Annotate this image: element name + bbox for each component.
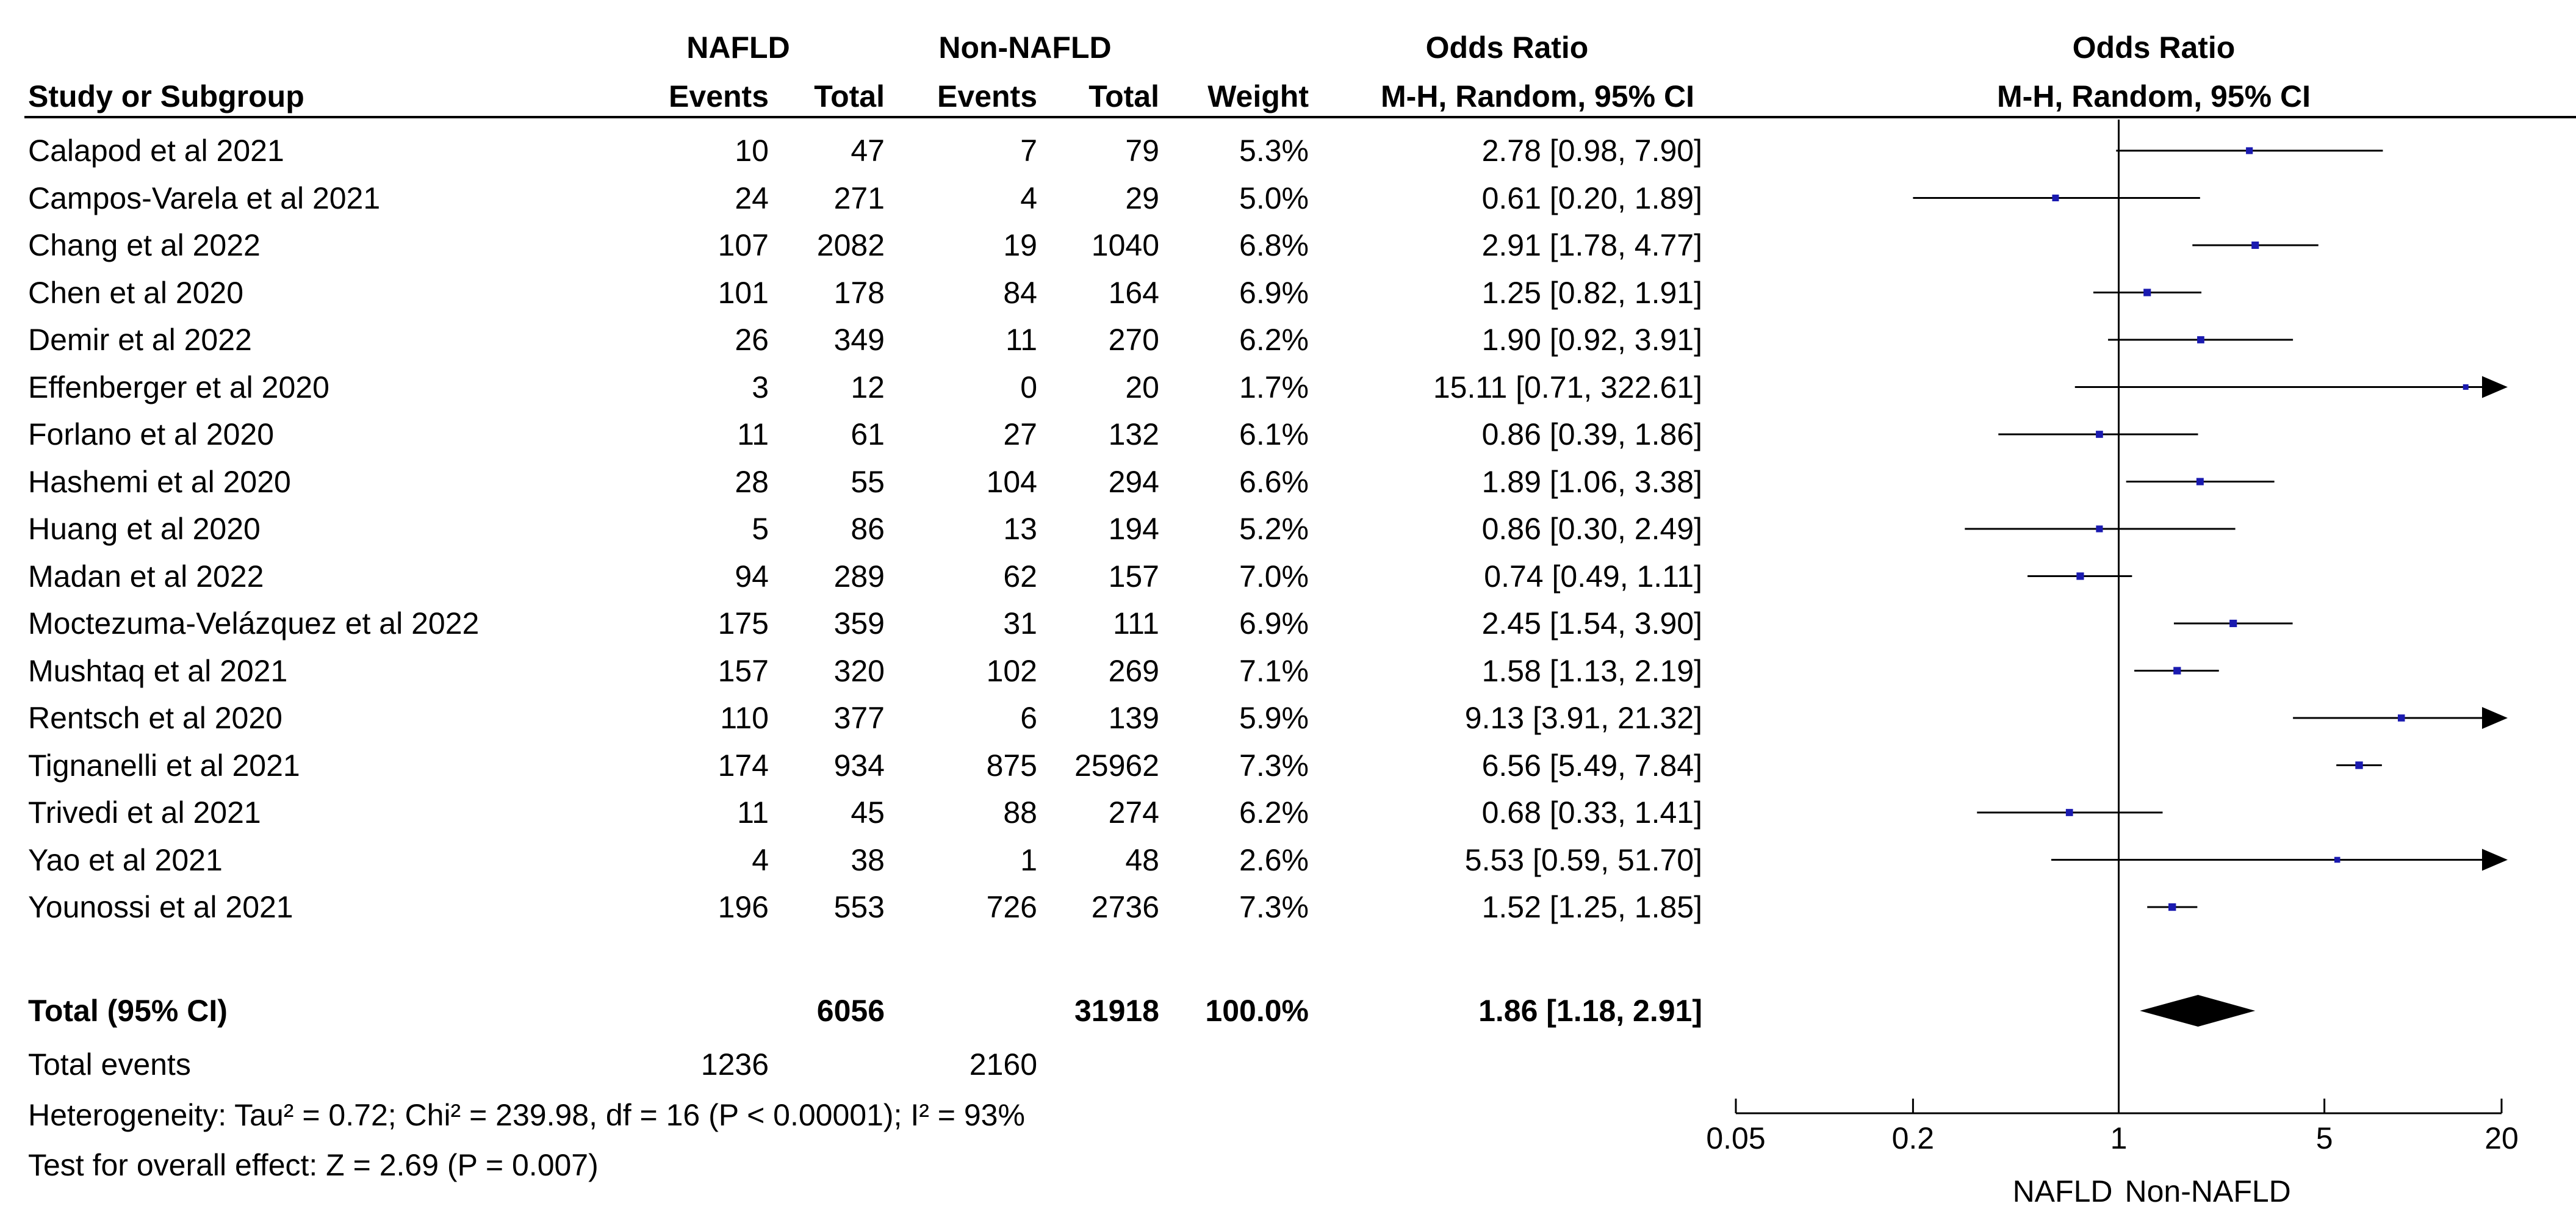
- study-name: Campos-Varela et al 2021: [28, 181, 381, 215]
- x-tick-label: 5: [2315, 1121, 2333, 1155]
- events1: 94: [735, 559, 769, 594]
- total-events2: 2160: [969, 1047, 1037, 1082]
- events1: 3: [752, 370, 769, 404]
- total2: 274: [1108, 795, 1159, 830]
- total1: 55: [851, 464, 885, 499]
- study-name: Mushtaq et al 2021: [28, 653, 288, 688]
- or-column-title: Odds Ratio: [1425, 30, 1589, 65]
- or-ci: 1.90 [0.92, 3.91]: [1481, 323, 1702, 357]
- point-estimate: [2196, 478, 2204, 486]
- total2: 164: [1108, 275, 1159, 310]
- weight: 1.7%: [1239, 370, 1309, 404]
- or-ci: 2.78 [0.98, 7.90]: [1481, 134, 1702, 168]
- total2: 29: [1125, 181, 1159, 215]
- pooled-diamond: [2140, 995, 2255, 1027]
- total2: 194: [1108, 512, 1159, 546]
- events1: 101: [718, 275, 769, 310]
- weight: 5.0%: [1239, 181, 1309, 215]
- total1: 271: [833, 181, 885, 215]
- events1: 107: [718, 228, 769, 262]
- weight: 6.2%: [1239, 795, 1309, 830]
- total2: 132: [1108, 417, 1159, 451]
- events2-header: Events: [937, 79, 1037, 113]
- events2: 6: [1020, 701, 1037, 735]
- or-ci: 0.86 [0.39, 1.86]: [1481, 417, 1702, 451]
- or-ci: 0.74 [0.49, 1.11]: [1484, 559, 1702, 594]
- point-estimate: [2251, 242, 2259, 249]
- weight: 6.6%: [1239, 464, 1309, 499]
- total2: 20: [1125, 370, 1159, 404]
- x-tick-label: 0.05: [1706, 1121, 1766, 1155]
- total1-header: Total: [814, 79, 885, 113]
- total2: 79: [1125, 134, 1159, 168]
- weight: 7.3%: [1239, 748, 1309, 783]
- total2: 25962: [1074, 748, 1159, 783]
- study-name: Younossi et al 2021: [28, 890, 293, 924]
- total1: 359: [833, 606, 885, 640]
- total1: 12: [851, 370, 885, 404]
- total1: 38: [851, 842, 885, 877]
- ci-arrow: [2482, 707, 2508, 729]
- events1: 5: [752, 512, 769, 546]
- events2: 31: [1003, 606, 1037, 640]
- total1: 45: [851, 795, 885, 830]
- events1: 175: [718, 606, 769, 640]
- total2: 139: [1108, 701, 1159, 735]
- weight-header: Weight: [1207, 79, 1309, 113]
- events2: 88: [1003, 795, 1037, 830]
- point-estimate: [2229, 620, 2237, 627]
- total1: 377: [833, 701, 885, 735]
- total1: 553: [833, 890, 885, 924]
- total-ci: 1.86 [1.18, 2.91]: [1478, 994, 1702, 1028]
- weight: 5.9%: [1239, 701, 1309, 735]
- or-ci: 1.52 [1.25, 1.85]: [1481, 890, 1702, 924]
- point-estimate: [2143, 289, 2151, 296]
- or-ci: 1.89 [1.06, 3.38]: [1481, 464, 1702, 499]
- study-name: Demir et al 2022: [28, 323, 252, 357]
- total-weight: 100.0%: [1205, 994, 1309, 1028]
- events2: 0: [1020, 370, 1037, 404]
- study-name: Calapod et al 2021: [28, 134, 284, 168]
- study-name: Huang et al 2020: [28, 512, 261, 546]
- total-n1: 6056: [816, 994, 885, 1028]
- or-ci: 2.91 [1.78, 4.77]: [1481, 228, 1702, 262]
- plot-method: M-H, Random, 95% CI: [1997, 79, 2311, 113]
- or-ci: 2.45 [1.54, 3.90]: [1481, 606, 1702, 640]
- point-estimate: [2334, 857, 2340, 863]
- point-estimate: [2168, 903, 2176, 911]
- or-ci: 9.13 [3.91, 21.32]: [1464, 701, 1702, 735]
- point-estimate: [2246, 147, 2253, 154]
- left-favours-label: NAFLD: [2012, 1174, 2113, 1208]
- events1: 196: [718, 890, 769, 924]
- point-estimate: [2197, 336, 2204, 343]
- total1: 86: [851, 512, 885, 546]
- total2-header: Total: [1088, 79, 1159, 113]
- or-ci: 1.25 [0.82, 1.91]: [1481, 275, 1702, 310]
- x-tick-label: 1: [2110, 1121, 2128, 1155]
- total2: 111: [1112, 606, 1159, 640]
- weight: 6.2%: [1239, 323, 1309, 357]
- or-ci: 0.68 [0.33, 1.41]: [1481, 795, 1702, 830]
- study-column-header: Study or Subgroup: [28, 79, 304, 113]
- total1: 289: [833, 559, 885, 594]
- total1: 934: [833, 748, 885, 783]
- total2: 269: [1108, 653, 1159, 688]
- total2: 294: [1108, 464, 1159, 499]
- study-name: Hashemi et al 2020: [28, 464, 291, 499]
- x-tick-label: 20: [2484, 1121, 2519, 1155]
- study-name: Chang et al 2022: [28, 228, 261, 262]
- total2: 2736: [1091, 890, 1159, 924]
- weight: 7.3%: [1239, 890, 1309, 924]
- weight: 2.6%: [1239, 842, 1309, 877]
- point-estimate: [2096, 525, 2103, 532]
- total-label: Total (95% CI): [28, 994, 228, 1028]
- weight: 5.2%: [1239, 512, 1309, 546]
- total-events-label: Total events: [28, 1047, 191, 1082]
- events2: 11: [1006, 323, 1037, 357]
- events2: 726: [986, 890, 1037, 924]
- point-estimate: [2096, 431, 2103, 438]
- study-name: Tignanelli et al 2021: [28, 748, 300, 783]
- point-estimate: [2076, 572, 2084, 580]
- x-tick-label: 0.2: [1891, 1121, 1935, 1155]
- events1: 24: [735, 181, 769, 215]
- events2: 102: [986, 653, 1037, 688]
- events1: 26: [735, 323, 769, 357]
- study-name: Chen et al 2020: [28, 275, 244, 310]
- study-name: Rentsch et al 2020: [28, 701, 282, 735]
- weight: 7.1%: [1239, 653, 1309, 688]
- total2: 1040: [1091, 228, 1159, 262]
- events2: 19: [1003, 228, 1037, 262]
- total1: 47: [851, 134, 885, 168]
- study-name: Madan et al 2022: [28, 559, 264, 594]
- total2: 48: [1125, 842, 1159, 877]
- total1: 2082: [816, 228, 885, 262]
- ci-arrow: [2482, 849, 2508, 871]
- weight: 6.9%: [1239, 275, 1309, 310]
- group1-header: NAFLD: [686, 30, 790, 65]
- total2: 270: [1108, 323, 1159, 357]
- point-estimate: [2398, 714, 2405, 722]
- point-estimate: [2463, 384, 2469, 390]
- total-events1: 1236: [700, 1047, 769, 1082]
- events2: 875: [986, 748, 1037, 783]
- events1: 11: [737, 795, 769, 830]
- events2: 1: [1020, 842, 1037, 877]
- point-estimate: [2355, 761, 2362, 769]
- events1: 28: [735, 464, 769, 499]
- events2: 7: [1020, 134, 1037, 168]
- study-name: Trivedi et al 2021: [28, 795, 261, 830]
- point-estimate: [2052, 195, 2059, 201]
- events2: 84: [1003, 275, 1037, 310]
- study-name: Yao et al 2021: [28, 842, 223, 877]
- weight: 6.8%: [1239, 228, 1309, 262]
- or-ci: 5.53 [0.59, 51.70]: [1464, 842, 1702, 877]
- study-name: Forlano et al 2020: [28, 417, 275, 451]
- weight: 6.1%: [1239, 417, 1309, 451]
- right-favours-label: Non-NAFLD: [2124, 1174, 2291, 1208]
- or-ci: 15.11 [0.71, 322.61]: [1433, 370, 1702, 404]
- weight: 7.0%: [1239, 559, 1309, 594]
- plot-title: Odds Ratio: [2072, 30, 2236, 65]
- total1: 349: [833, 323, 885, 357]
- point-estimate: [2173, 667, 2181, 674]
- events1: 157: [718, 653, 769, 688]
- events2: 4: [1020, 181, 1037, 215]
- ci-arrow: [2482, 376, 2508, 398]
- point-estimate: [2066, 809, 2073, 816]
- events1: 11: [737, 417, 769, 451]
- group2-header: Non-NAFLD: [938, 30, 1112, 65]
- events2: 13: [1003, 512, 1037, 546]
- events1: 10: [735, 134, 769, 168]
- events2: 62: [1003, 559, 1037, 594]
- or-column-method: M-H, Random, 95% CI: [1381, 79, 1694, 113]
- total-n2: 31918: [1074, 994, 1159, 1028]
- heterogeneity-text: Heterogeneity: Tau² = 0.72; Chi² = 239.98, df = 16 (P < 0.00001); I² = 93%: [28, 1098, 1025, 1132]
- overall-effect-text: Test for overall effect: Z = 2.69 (P = 0.007): [28, 1148, 599, 1182]
- weight: 6.9%: [1239, 606, 1309, 640]
- events1-header: Events: [669, 79, 769, 113]
- events1: 4: [752, 842, 769, 877]
- events2: 104: [986, 464, 1037, 499]
- events1: 110: [720, 701, 769, 735]
- total1: 178: [833, 275, 885, 310]
- study-name: Moctezuma-Velázquez et al 2022: [28, 606, 480, 640]
- weight: 5.3%: [1239, 134, 1309, 168]
- or-ci: 0.61 [0.20, 1.89]: [1481, 181, 1702, 215]
- total2: 157: [1108, 559, 1159, 594]
- or-ci: 1.58 [1.13, 2.19]: [1481, 653, 1702, 688]
- total1: 320: [833, 653, 885, 688]
- total1: 61: [851, 417, 885, 451]
- events1: 174: [718, 748, 769, 783]
- events2: 27: [1003, 417, 1037, 451]
- or-ci: 0.86 [0.30, 2.49]: [1481, 512, 1702, 546]
- study-name: Effenberger et al 2020: [28, 370, 329, 404]
- or-ci: 6.56 [5.49, 7.84]: [1481, 748, 1702, 783]
